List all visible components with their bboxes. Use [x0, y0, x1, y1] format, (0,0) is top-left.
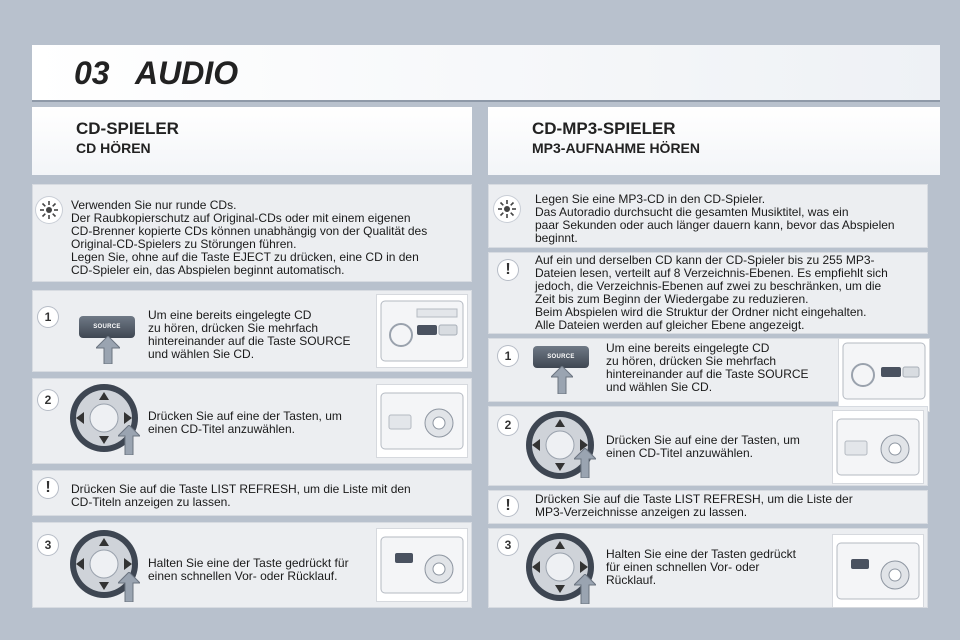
- text-line: für einen schnellen Vor- oder: [606, 560, 760, 574]
- source-button-icon: SOURCE: [79, 316, 135, 338]
- left-step2-text: [148, 410, 374, 436]
- text-line: beginnt.: [535, 231, 578, 245]
- up-arrow-icon: [96, 336, 120, 364]
- up-arrow-icon: [574, 574, 596, 604]
- radio-panel-icon: [376, 294, 468, 368]
- radio-panel-icon: [376, 528, 468, 602]
- text-line: Legen Sie eine MP3-CD in den CD-Spieler.: [535, 192, 766, 206]
- up-arrow-icon: [118, 425, 140, 455]
- text-line: und wählen Sie CD.: [148, 347, 255, 361]
- text-line: Halten Sie eine der Tasten gedrückt: [606, 547, 796, 561]
- text-line: Drücken Sie auf die Taste LIST REFRESH, um die Liste der: [535, 492, 853, 506]
- text-line: Original-CD-Spielers zu Störungen führen.: [71, 237, 297, 251]
- right-column-header: [488, 107, 940, 175]
- text-line: Zeit bis zum Beginn der Wiedergabe zu reduzieren.: [535, 292, 809, 306]
- radio-panel-icon: [376, 384, 468, 458]
- left-step3-text: [148, 557, 374, 583]
- right-step3-text: [606, 548, 832, 587]
- warning-icon: !: [38, 478, 58, 498]
- warning-icon: !: [498, 496, 518, 516]
- text-line: Um eine bereits eingelegte CD: [606, 341, 770, 355]
- text-line: hintereinander auf die Taste SOURCE: [606, 367, 809, 381]
- chapter-number: 03: [74, 55, 110, 91]
- warning-icon: !: [498, 260, 518, 280]
- right-step1-text: [606, 342, 832, 394]
- left-info-text: [71, 199, 467, 277]
- text-line: Alle Dateien werden auf gleicher Ebene angezeigt.: [535, 318, 805, 332]
- step-badge: 3: [498, 535, 518, 555]
- sun-icon: [36, 197, 62, 223]
- step-badge: 2: [498, 415, 518, 435]
- text-line: Dateien lesen, verteilt auf 8 Verzeichnis-Ebenen. Es empfiehlt sich: [535, 266, 888, 280]
- text-line: Drücken Sie auf die Taste LIST REFRESH, um die Liste mit den: [71, 482, 411, 496]
- text-line: CD-Spieler ein, das Abspielen beginnt automatisch.: [71, 263, 345, 277]
- text-line: Drücken Sie auf eine der Tasten, um: [606, 433, 800, 447]
- text-line: Der Raubkopierschutz auf Original-CDs oder mit einem eigenen: [71, 211, 411, 225]
- text-line: zu hören, drücken Sie mehrfach: [606, 354, 777, 368]
- text-line: Rücklauf.: [606, 573, 657, 587]
- divider: [32, 100, 940, 102]
- up-arrow-icon: [118, 572, 140, 602]
- text-line: paar Sekunden oder auch länger dauern kann, bevor das Abspielen: [535, 218, 895, 232]
- text-line: jedoch, die Verzeichnis-Ebenen auf zwei zu beschränken, um die: [535, 279, 882, 293]
- step-badge: 1: [38, 307, 58, 327]
- left-step1-text: [148, 309, 374, 361]
- sun-icon: [494, 196, 520, 222]
- text-line: CD-Titeln anzeigen zu lassen.: [71, 495, 231, 509]
- text-line: und wählen Sie CD.: [606, 380, 713, 394]
- right-warning2-text: [535, 493, 925, 519]
- radio-panel-icon: [832, 534, 924, 608]
- source-button-icon: SOURCE: [533, 346, 589, 368]
- up-arrow-icon: [574, 448, 596, 478]
- chapter-title: AUDIO: [135, 55, 239, 91]
- step-badge: 3: [38, 535, 58, 555]
- text-line: Legen Sie, ohne auf die Taste EJECT zu drücken, eine CD in den: [71, 250, 419, 264]
- text-line: einen CD-Titel anzuwählen.: [606, 446, 753, 460]
- right-warning1-text: [535, 254, 925, 332]
- right-title: CD-MP3-SPIELER: [532, 119, 676, 138]
- text-line: Um eine bereits eingelegte CD: [148, 308, 312, 322]
- text-line: zu hören, drücken Sie mehrfach: [148, 321, 319, 335]
- step-badge: 2: [38, 390, 58, 410]
- text-line: Verwenden Sie nur runde CDs.: [71, 198, 237, 212]
- text-line: Auf ein und derselben CD kann der CD-Spieler bis zu 255 MP3-: [535, 253, 875, 267]
- text-line: Halten Sie eine der Taste gedrückt für: [148, 556, 349, 570]
- text-line: einen schnellen Vor- oder Rücklauf.: [148, 569, 338, 583]
- text-line: Das Autoradio durchsucht die gesamten Musiktitel, was ein: [535, 205, 849, 219]
- right-info-text: [535, 193, 925, 245]
- text-line: Drücken Sie auf eine der Tasten, um: [148, 409, 342, 423]
- text-line: CD-Brenner kopierte CDs können unabhängig von der Qualität des: [71, 224, 428, 238]
- right-step2-text: [606, 434, 832, 460]
- left-subtitle: CD HÖREN: [76, 140, 151, 156]
- text-line: Beim Abspielen wird die Struktur der Ordner nicht eingehalten.: [535, 305, 867, 319]
- right-subtitle: MP3-AUFNAHME HÖREN: [532, 140, 700, 156]
- text-line: einen CD-Titel anzuwählen.: [148, 422, 295, 436]
- radio-panel-icon: [832, 410, 924, 484]
- text-line: MP3-Verzeichnisse anzeigen zu lassen.: [535, 505, 748, 519]
- up-arrow-icon: [551, 366, 573, 394]
- text-line: hintereinander auf die Taste SOURCE: [148, 334, 351, 348]
- radio-panel-icon: [838, 338, 930, 412]
- left-column-header: [32, 107, 472, 175]
- left-title: CD-SPIELER: [76, 119, 179, 138]
- left-warning-text: [71, 483, 467, 509]
- step-badge: 1: [498, 346, 518, 366]
